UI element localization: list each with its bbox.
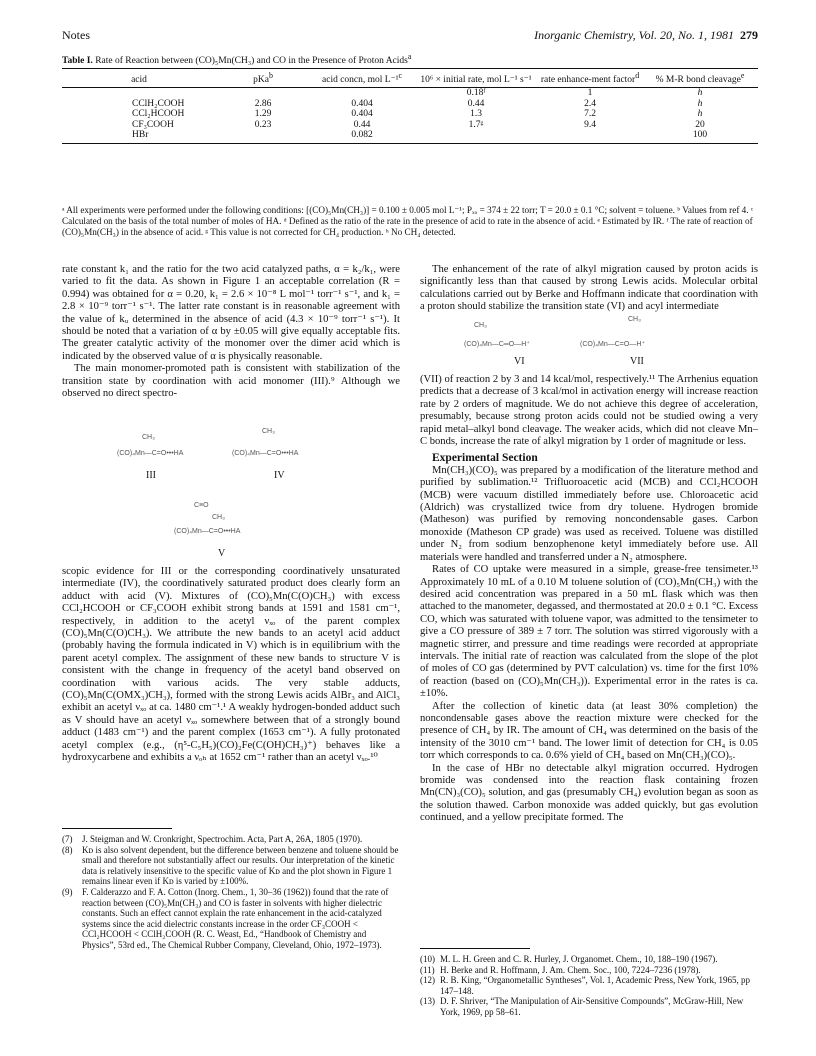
col-header-rate: 10⁶ × initial rate, mol L⁻¹ s⁻¹ [414,69,538,88]
table-row: HBr 0.082 100 [62,130,758,143]
ch3-label: CH₃ [212,514,225,521]
ch3-label: CH₃ [262,428,275,435]
footnote-rule [62,828,172,829]
ch3-label: CH₃ [628,316,641,323]
paragraph: After the collection of kinetic data (at least 30% completion) the noncondensable gases above the reaction mixture were checked for the presence of CH₄ by IR. The amount of CH₄ was determined on the basis of the intensity of the 3010 cm⁻¹ band. The lower limit of detection for CH₄ is 0.05 torr which corresponds to ca. 0.6% yield of CH₄ based on Mn(CH₃)(CO)₅. [420,700,758,762]
label-VII: VII [630,356,644,367]
table-row: CCl₂HCOOH 1.29 0.404 1.3 7.2 h [132,109,703,120]
page-number: 279 [740,28,758,42]
ch3-label: CH₃ [142,434,155,441]
table-row: 0.18ᶠ 1 h [466,88,703,99]
paragraph: Rates of CO uptake were measured in a simple, grease-free tensimeter.¹³ Approximately 10 mL of a 0.10 M toluene solution of (CO)₅Mn(CH₃) with the desired acid concentration was prepared in a 50 mL flask which was then attached to the manometer, degassed, and thermostated at 20.0 ± 0.1 °C. Excess CO, which was saturated with toluene vapor, was admitted to the tensimeter to give a CO pressure of 389 ± 7 torr. The solution was stirred vigorously with a magnetic stirrer, and pressure and time readings were recorded at appropriate intervals. The initial rate of reaction was calculated from the slope of the plot of moles of CO gas (determined by PVT calculation) vs. time for the first 10% of reaction (based on (CO)₅Mn(CH₃)). Experimental error in the rates is ca. ±10%. [420,564,758,700]
ch3-label: CH₃ [474,322,487,329]
table-caption-text: Rate of Reaction between (CO)₅Mn(CH₃) and CO in the Presence of Proton Acids [95,56,408,67]
carbonyl-label: C≡O [194,502,209,509]
right-column-body [420,374,758,825]
left-column-top [62,264,400,400]
left-column-bottom [62,566,400,765]
table-caption-mark: a [407,52,412,61]
rate-table [62,68,758,144]
paragraph: scopic evidence for III or the corresponding coordinatively unsaturated intermediate (IV), the coordinatively saturated product does clearly form an adduct with acid (V). Mixtures of (CO)₅Mn(C(O)CH₃) with excess CCl₂HCOOH or CF₃COOH exhibit strong bands at 1591 and 1581 cm⁻¹, respectively, in addition to the acetyl νₓₒ of the parent complex (CO)₅Mn(C(O)CH₃). We attribute the new bands to an acetyl acid adduct (probably having the formula indicated in V) which is in equilibrium with the parent acetyl complex. The assignment of these new bands to structure V is consistent with the change in frequency of the acetyl band observed on coordination with various acids. The very stable adducts, (CO)₅Mn(C(OMX₃)CH₃), formed with the strong Lewis acids AlBr₃ and AlCl₃ exhibit an acetyl νₓₒ at ca. 1480 cm⁻¹.¹ A weakly hydrogen-bonded adduct such as V should have an acetyl νₓₒ somewhere between that of a strongly bound adduct (1483 cm⁻¹) and the parent complex (1653 cm⁻¹). A fully protonated acetyl complex (e.g., (η⁵-C₅H₅)(CO)₂Fe(C(OH)CH₃)⁺) behaves like a hydroxycarbene and exhibits a νₒₕ at 1652 cm⁻¹ rather than an acetyl νₓₒ.¹⁰ [62,566,400,764]
reference-item: (12) R. B. King, “Organometallic Syntheses”, Vol. 1, Academic Press, New York, 1965, pp 147–148. [420,975,750,996]
section-heading: Experimental Section [432,452,538,465]
col-header-pka: pKa$^b$ [216,69,310,88]
reference-item: (9) F. Calderazzo and F. A. Cotton (Inorg. Chem., 1, 30–36 (1962)) found that the rate of reaction between (CO)₅Mn(CH₃) and CO is faster in solvents with higher dielectric constants. Such an effect cannot explain the rate enhancement in the acid-catalyzed systems since the acid dielectric constants increase in the order CF₃COOH < CCl₂HCOOH < CClH₂COOH (R. C. Weast, Ed., “Handbook of Chemistry and Physics”, 53rd ed., The Chemical Rubber Company, Cleveland, Ohio, 1972–1973). [62,886,389,950]
paragraph: The main monomer-promoted path is consistent with stabilization of the transition state by coordination with acid monomer (III).⁹ Although we observed no direct spectro- [62,363,400,400]
table-label: Table I. [62,56,93,67]
structure-III: (CO)₄Mn—C=O•••HA [117,450,184,457]
reference-item: (7) J. Steigman and W. Cronkright, Spectrochim. Acta, Part A, 26A, 1805 (1970). [62,834,363,844]
journal-citation: Inorganic Chemistry, Vol. 20, No. 1, 1981 [534,28,734,42]
structure-VII: (CO)₄Mn—C=O—H⁺ [580,341,646,348]
table-footnotes: ᵃ All experiments were performed under the following conditions: [(CO)₅Mn(CH₃)] = 0.100 ± 0.005 mol L⁻¹; Pₓₒ = 374 ± 22 torr; T = 20.0 ± 0.1 °C; solvent = toluene. ᵇ Values from ref 4. ᶜ Calculated on the basis of the total number of moles of HA. ᵈ Defined as the ratio of the rate in the presence of acid to rate in the absence of acid. ᵉ Estimated by IR. ᶠ The rate of reaction of (CO)₅Mn(CH₃) in the absence of acid. ᵍ This value is not corrected for CH₄ production. ʰ No CH₄ detected. [62,205,754,237]
label-VI: VI [514,356,525,367]
running-head-journal [534,28,758,43]
col-header-cleavage: % M-R bond cleavage$^e$ [642,69,758,88]
paragraph: (VII) of reaction 2 by 3 and 14 kcal/mol, respectively.¹¹ The Arrhenius equation predicts that a decrease of 3 kcal/mol in activation energy will increase reaction rate by 2 orders of magnitude. We do not achieve this degree of acceleration, presumably, because strong proton acids could not be studied owing a very rapid metal–alkyl bond cleavage. The weaker acids, which did not cleave Mn–C bonds, increase the rate of alkyl migration by 1 order of magnitude or less. [420,374,758,448]
table-row: CClH₂COOH 2.86 0.404 0.44 2.4 h [132,98,703,109]
paragraph: The enhancement of the rate of alkyl migration caused by proton acids is significantly less than that caused by strong Lewis acids. Molecular orbital calculations carried out by Berke and Hoffmann indicate that coordination with a proton should stabilize the transition state (VI) and acyl intermediate [420,264,758,313]
paragraph: Mn(CH₃)(CO)₅ was prepared by a modification of the literature method and purified by sublimation.¹² Trifluoroacetic acid (MCB) and CCl₂HCOOH (MCB) were vacuum distilled immediately before use. Chloroacetic acid (Aldrich) was crystallized twice from dry toluene. Hydrogen bromide (Matheson) was purified by removing noncondensable gases. Carbon monoxide (Matheson CP grade) was used as received. Toluene was distilled under N₂ from sodium benzophenone ketyl immediately before use. All materials were handled and transferred under a N₂ atmosphere. [420,464,758,563]
label-IV: IV [274,470,285,481]
running-head-section: Notes [62,28,90,42]
label-III: III [146,470,156,481]
col-header-acid: acid [62,69,216,88]
table-row: CF₃COOH 0.23 0.44 1.7ᵍ 9.4 20 [132,119,705,130]
references-right [420,954,758,1018]
reference-item: (10) M. L. H. Green and C. R. Hurley, J. Organomet. Chem., 10, 188–190 (1967). [420,954,718,964]
reference-item: (13) D. F. Shriver, “The Manipulation of Air-Sensitive Compounds”, McGraw-Hill, New York, 1969, pp 58–61. [420,996,744,1017]
paragraph: rate constant k₁ and the ratio for the two acid catalyzed paths, α = k₂/k₁, were varied to fit the data. As shown in Figure 1 an acceptable correlation (R = 0.994) was obtained for α = 0.20, k₁ = 2.6 × 10⁻⁸ L mol⁻¹ torr⁻¹ s⁻¹, and k₁ = 2.8 × 10⁻⁹ torr⁻¹ s⁻¹. The latter rate constant is in reasonable agreement with the value of kᵤ determined in the absence of acid (4.3 × 10⁻⁹ torr⁻¹ s⁻¹). It should be noted that a variation of α by ±0.05 will give equally acceptable fits. The greater catalytic activity of the monomer over the dimer acid which is indicated by the observed value of α is physically reasonable. [62,264,400,362]
reference-item: (11) H. Berke and R. Hoffmann, J. Am. Chem. Soc., 100, 7224–7236 (1978). [420,964,701,975]
table-caption [62,52,758,66]
col-header-enhancement: rate enhance-ment factor$^d$ [538,69,642,88]
right-column-top [420,264,758,314]
structure-IV: (CO)₄Mn—C=O•••HA [232,450,299,457]
footnote-rule [420,948,530,949]
structure-VI: (CO)₄Mn—C═O—H⁺ [464,341,530,348]
col-header-concn: acid concn, mol L⁻¹$^c$ [310,69,414,88]
reference-item: (8) Kᴅ is also solvent dependent, but the difference between benzene and toluene should be small and therefore not substantially affect our results. Our interpretation of the kinetic data is relatively insensitive to the specific value of Kᴅ and the plot shown in Figure 1 remains linear even if Kᴅ is varied by ±100%. [62,844,399,887]
references-left [62,834,400,951]
paragraph: In the case of HBr no detectable alkyl migration occurred. Hydrogen bromide was condensed into the reaction flask containing frozen Mn(CN)₃(CO)₅ solution, and gas (presumably CH₄) evolution began as soon as the solution thawed. Carbon monoxide was added quickly, but gas evolution continued, and a yellow precipitate formed. The [420,762,758,824]
structure-V: (CO)₄Mn—C=O•••HA [174,528,241,535]
label-V: V [218,548,226,559]
journal-page [62,28,758,1038]
